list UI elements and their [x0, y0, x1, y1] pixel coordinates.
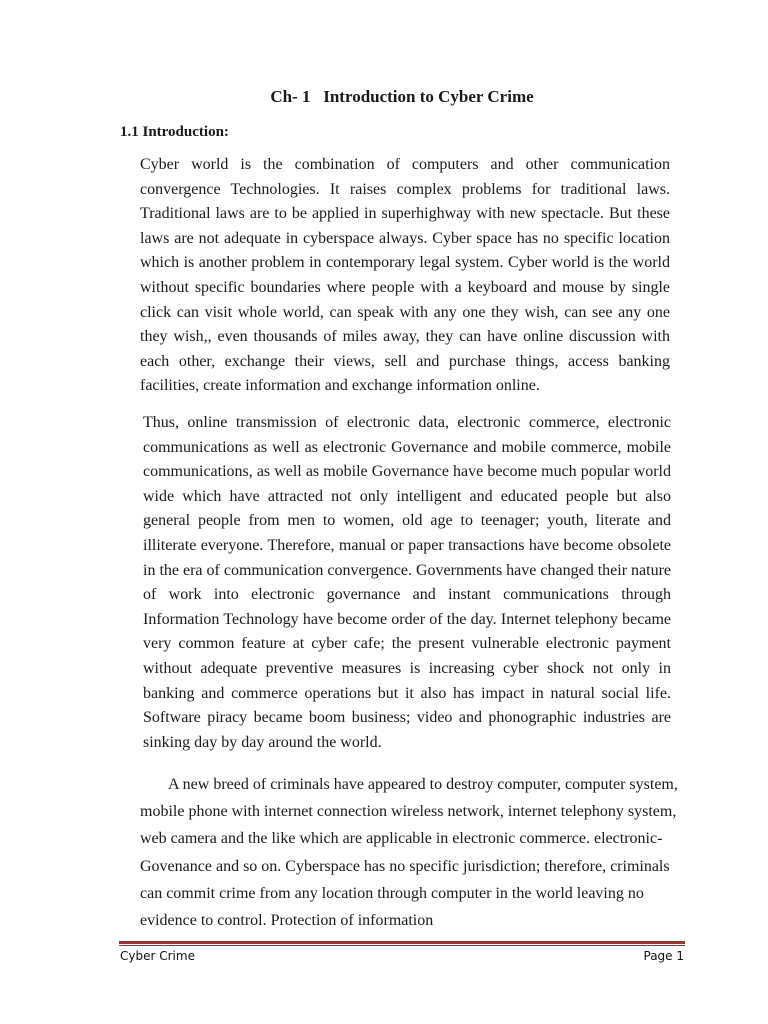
footer-document-title: Cyber Crime: [120, 949, 195, 963]
footer-rule: [119, 941, 685, 944]
section-heading: 1.1 Introduction:: [120, 124, 229, 140]
body-paragraph: Thus, online transmission of electronic data, electronic commerce, electronic communications as well as electronic Governance and mobile commerce, mobile communications, as well as mobile Governance have become much popular world wide which have attracted not only intelligent and educated people but also general people from men to women, old age to teenager; youth, literate and illiterate everyone. Therefore, manual or paper transactions have become obsolete in the era of communication convergence. Governments have changed their nature of work into electronic governance and instant communications through Information Technology have become order of the day. Internet telephony became very common feature at cyber cafe; the present vulnerable electronic payment without adequate preventive measures is increasing cyber shock not only in banking and commerce operations but it also has impact in natural social life. Software piracy became boom business; video and phonographic industries are sinking day by day around the world.: [143, 414, 671, 751]
body-paragraph: Cyber world is the combination of computers and other communication convergence Technologies. It raises complex problems for traditional laws. Traditional laws are to be applied in superhighway with new spectacle. But these laws are not adequate in cyberspace always. Cyber space has no specific location which is another problem in contemporary legal system. Cyber world is the world without specific boundaries where people with a keyboard and mouse by single click can visit whole world, can speak with any one they wish, can see any one they wish,, even thousands of miles away, they can have online discussion with each other, exchange their views, sell and purchase things, access banking facilities, create information and exchange information online.: [140, 156, 670, 395]
footer-page-number: Page 1: [643, 949, 684, 963]
body-paragraph: A new breed of criminals have appeared to destroy computer, computer system, mobile phone with internet connection wireless network, internet telephony system, web camera and the like which are applicable in electronic commerce. electronic-Govenance and so on. Cyberspace has no specific jurisdiction; therefore, criminals can commit crime from any location through computer in the world leaving no evidence to control. Protection of information: [140, 776, 678, 930]
footer-rule-thin: [119, 945, 685, 946]
chapter-title: Ch- 1 Introduction to Cyber Crime: [270, 87, 534, 106]
